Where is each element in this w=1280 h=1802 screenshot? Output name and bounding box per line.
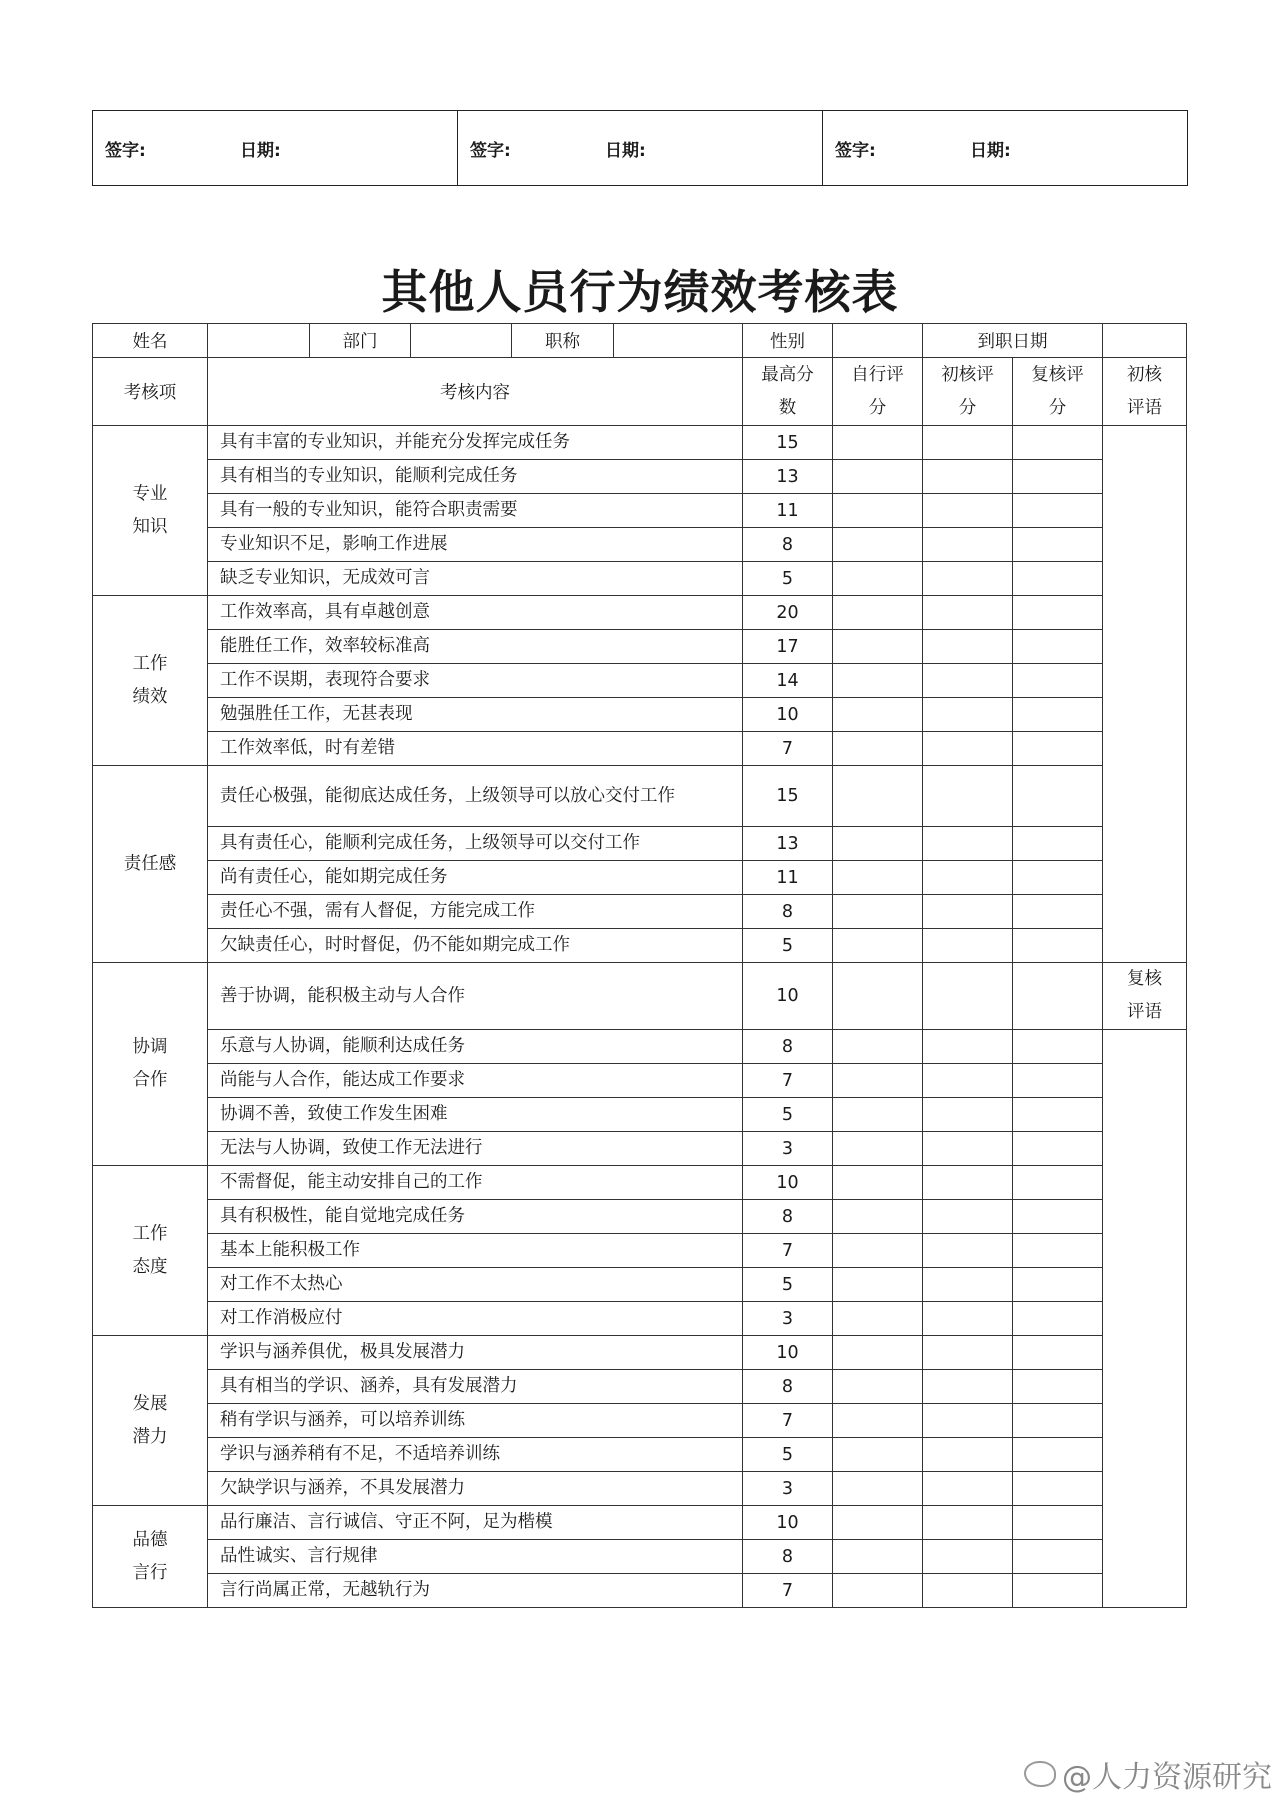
- max-score: 8: [743, 528, 833, 562]
- criterion-text: 对工作不太热心: [208, 1268, 743, 1302]
- first-score-input[interactable]: [923, 460, 1013, 494]
- name-field[interactable]: [208, 324, 310, 358]
- max-score: 14: [743, 664, 833, 698]
- table-row: [93, 732, 1187, 766]
- self-score-input[interactable]: [833, 1336, 923, 1370]
- self-score-input[interactable]: [833, 1540, 923, 1574]
- category-label: 发展: [132, 1393, 168, 1414]
- first-score-input[interactable]: [923, 630, 1013, 664]
- sign-label: 签字:: [105, 140, 146, 161]
- content-header: 考核内容: [208, 358, 743, 426]
- gender-label: 性别: [743, 324, 833, 358]
- max-score: 15: [743, 426, 833, 460]
- self-score-header: 自行评 分: [833, 358, 923, 426]
- page-title: 其他人员行为绩效考核表: [381, 265, 899, 319]
- first-score-input[interactable]: [923, 929, 1013, 963]
- review-score-input[interactable]: [1013, 528, 1103, 562]
- review-score-input[interactable]: [1013, 861, 1103, 895]
- criterion-text: 基本上能积极工作: [208, 1234, 743, 1268]
- review-score-input[interactable]: [1013, 1370, 1103, 1404]
- category-label: 责任感: [123, 853, 177, 874]
- max-score-header: 最高分 数: [743, 358, 833, 426]
- criterion-text: 能胜任工作，效率较标准高: [208, 630, 743, 664]
- review-score-input[interactable]: [1013, 1166, 1103, 1200]
- gender-field[interactable]: [833, 324, 923, 358]
- date-label: 日期:: [605, 140, 646, 161]
- first-score-input[interactable]: [923, 1506, 1013, 1540]
- table-row: [93, 1200, 1187, 1234]
- max-score: 3: [743, 1472, 833, 1506]
- first-score-input[interactable]: [923, 766, 1013, 827]
- table-row: [93, 1234, 1187, 1268]
- review-score-input[interactable]: [1013, 1302, 1103, 1336]
- review-score-input[interactable]: [1013, 732, 1103, 766]
- self-score-input[interactable]: [833, 494, 923, 528]
- first-score-input[interactable]: [923, 494, 1013, 528]
- self-score-input[interactable]: [833, 426, 923, 460]
- sign-label: 签字:: [470, 140, 511, 161]
- self-score-input[interactable]: [833, 1234, 923, 1268]
- self-score-input[interactable]: [833, 1030, 923, 1064]
- watermark: [1024, 1752, 1272, 1796]
- criterion-text: 责任心极强，能彻底达成任务，上级领导可以放心交付工作: [208, 766, 743, 827]
- first-score-input[interactable]: [923, 1098, 1013, 1132]
- review-score-input[interactable]: [1013, 1234, 1103, 1268]
- criterion-text: 具有积极性，能自觉地完成任务: [208, 1200, 743, 1234]
- review-score-input[interactable]: [1013, 596, 1103, 630]
- table-row: [93, 494, 1187, 528]
- self-score-input[interactable]: [833, 1064, 923, 1098]
- review-score-input[interactable]: [1013, 1030, 1103, 1064]
- first-score-input[interactable]: [923, 1132, 1013, 1166]
- first-score-input[interactable]: [923, 1574, 1013, 1608]
- category-label: 态度: [132, 1256, 168, 1277]
- first-score-header: 初核评 分: [923, 358, 1013, 426]
- review-score-input[interactable]: [1013, 1472, 1103, 1506]
- review-score-input[interactable]: [1013, 1268, 1103, 1302]
- criterion-text: 具有责任心，能顺利完成任务，上级领导可以交付工作: [208, 827, 743, 861]
- review-score-input[interactable]: [1013, 562, 1103, 596]
- max-score: 7: [743, 1404, 833, 1438]
- review-score-input[interactable]: [1013, 963, 1103, 1030]
- criterion-text: 品行廉洁、言行诚信、守正不阿，足为楷模: [208, 1506, 743, 1540]
- table-row: [93, 664, 1187, 698]
- table-row: [93, 698, 1187, 732]
- review-score-input[interactable]: [1013, 1574, 1103, 1608]
- first-score-input[interactable]: [923, 1030, 1013, 1064]
- hire-date-field[interactable]: [1103, 324, 1187, 358]
- first-score-input[interactable]: [923, 1200, 1013, 1234]
- category-label: 协调: [132, 1037, 168, 1057]
- self-score-input[interactable]: [833, 732, 923, 766]
- criterion-text: 尚有责任心，能如期完成任务: [208, 861, 743, 895]
- watermark-text: @人力资源研究: [1062, 1760, 1272, 1795]
- max-score: 17: [743, 630, 833, 664]
- table-row: [93, 963, 1187, 1030]
- max-score: 15: [743, 766, 833, 827]
- criterion-text: 无法与人协调，致使工作无法进行: [208, 1132, 743, 1166]
- max-score: 5: [743, 1438, 833, 1472]
- review-score-input[interactable]: [1013, 630, 1103, 664]
- criterion-text: 工作不误期，表现符合要求: [208, 664, 743, 698]
- max-score: 7: [743, 1064, 833, 1098]
- first-score-input[interactable]: [923, 963, 1013, 1030]
- table-row: [93, 1540, 1187, 1574]
- criterion-text: 具有丰富的专业知识，并能充分发挥完成任务: [208, 426, 743, 460]
- first-score-input[interactable]: [923, 1370, 1013, 1404]
- table-row: [93, 1370, 1187, 1404]
- criterion-text: 言行尚属正常，无越轨行为: [208, 1574, 743, 1608]
- review-score-input[interactable]: [1013, 664, 1103, 698]
- info-row: [93, 324, 1187, 358]
- self-score-input[interactable]: [833, 766, 923, 827]
- review-score-header: 复核评 分: [1013, 358, 1103, 426]
- header-row: [93, 358, 1187, 426]
- self-score-input[interactable]: [833, 963, 923, 1030]
- table-row: [93, 1268, 1187, 1302]
- criterion-text: 欠缺学识与涵养，不具发展潜力: [208, 1472, 743, 1506]
- category-label: 专业: [132, 483, 168, 504]
- criterion-text: 乐意与人协调，能顺利达成任务: [208, 1030, 743, 1064]
- self-score-input[interactable]: [833, 596, 923, 630]
- review-score-input[interactable]: [1013, 895, 1103, 929]
- max-score: 20: [743, 596, 833, 630]
- category-cell: [93, 596, 208, 766]
- category-cell: [93, 766, 208, 963]
- self-score-input[interactable]: [833, 1438, 923, 1472]
- max-score: 13: [743, 827, 833, 861]
- self-score-input[interactable]: [833, 1506, 923, 1540]
- criterion-text: 责任心不强，需有人督促，方能完成工作: [208, 895, 743, 929]
- max-score: 10: [743, 1166, 833, 1200]
- self-score-input[interactable]: [833, 1098, 923, 1132]
- max-score: 8: [743, 1030, 833, 1064]
- first-score-input[interactable]: [923, 827, 1013, 861]
- review-score-input[interactable]: [1013, 1200, 1103, 1234]
- review-score-input[interactable]: [1013, 1404, 1103, 1438]
- signature-cell[interactable]: [457, 111, 822, 185]
- table-row: [93, 1098, 1187, 1132]
- first-score-input[interactable]: [923, 895, 1013, 929]
- self-score-input[interactable]: [833, 827, 923, 861]
- review-comment-label: 复核: [1127, 969, 1162, 989]
- criterion-text: 专业知识不足，影响工作进展: [208, 528, 743, 562]
- table-row: [93, 861, 1187, 895]
- rank-field[interactable]: [614, 324, 743, 358]
- table-row: [93, 1472, 1187, 1506]
- criterion-text: 具有相当的专业知识，能顺利完成任务: [208, 460, 743, 494]
- table-row: [93, 596, 1187, 630]
- table-row: [93, 1404, 1187, 1438]
- first-score-input[interactable]: [923, 426, 1013, 460]
- item-header: 考核项: [93, 358, 208, 426]
- self-score-input[interactable]: [833, 1132, 923, 1166]
- category-cell: [93, 1336, 208, 1506]
- self-score-input[interactable]: [833, 698, 923, 732]
- self-score-input[interactable]: [833, 1166, 923, 1200]
- max-score: 10: [743, 963, 833, 1030]
- category-label: 工作: [132, 653, 168, 674]
- self-score-input[interactable]: [833, 1472, 923, 1506]
- signature-cell[interactable]: [822, 111, 1187, 185]
- criterion-text: 尚能与人合作，能达成工作要求: [208, 1064, 743, 1098]
- max-score: 8: [743, 1200, 833, 1234]
- criterion-text: 不需督促，能主动安排自己的工作: [208, 1166, 743, 1200]
- criterion-text: 具有相当的学识、涵养，具有发展潜力: [208, 1370, 743, 1404]
- max-score: 8: [743, 1370, 833, 1404]
- table-row: [93, 1166, 1187, 1200]
- max-score: 7: [743, 1234, 833, 1268]
- category-label: 绩效: [132, 686, 168, 707]
- criterion-text: 稍有学识与涵养，可以培养训练: [208, 1404, 743, 1438]
- table-row: [93, 1064, 1187, 1098]
- signature-cell[interactable]: [93, 111, 457, 185]
- date-label: 日期:: [970, 140, 1011, 161]
- review-score-input[interactable]: [1013, 827, 1103, 861]
- category-label: 工作: [132, 1223, 168, 1244]
- first-score-input[interactable]: [923, 1404, 1013, 1438]
- hire-date-label: 到职日期: [923, 324, 1103, 358]
- table-row: [93, 1030, 1187, 1064]
- review-score-input[interactable]: [1013, 766, 1103, 827]
- rank-label: 职称: [512, 324, 614, 358]
- self-score-input[interactable]: [833, 664, 923, 698]
- table-row: [93, 460, 1187, 494]
- table-row: [93, 528, 1187, 562]
- self-score-input[interactable]: [833, 861, 923, 895]
- criterion-text: 学识与涵养俱优，极具发展潜力: [208, 1336, 743, 1370]
- category-label: 潜力: [132, 1426, 168, 1447]
- max-score: 7: [743, 1574, 833, 1608]
- review-score-input[interactable]: [1013, 1132, 1103, 1166]
- review-score-input[interactable]: [1013, 1506, 1103, 1540]
- max-score: 5: [743, 1098, 833, 1132]
- review-score-input[interactable]: [1013, 698, 1103, 732]
- date-label: 日期:: [240, 140, 281, 161]
- review-score-input[interactable]: [1013, 1336, 1103, 1370]
- first-comment-field[interactable]: [1103, 426, 1187, 963]
- dept-label: 部门: [310, 324, 411, 358]
- criterion-text: 工作效率低，时有差错: [208, 732, 743, 766]
- self-score-input[interactable]: [833, 562, 923, 596]
- first-score-input[interactable]: [923, 1302, 1013, 1336]
- first-score-input[interactable]: [923, 1064, 1013, 1098]
- max-score: 3: [743, 1132, 833, 1166]
- review-comment-header: [1103, 963, 1187, 1030]
- table-row: [93, 929, 1187, 963]
- first-score-input[interactable]: [923, 732, 1013, 766]
- sign-label: 签字:: [835, 140, 876, 161]
- table-row: [93, 1302, 1187, 1336]
- criterion-text: 欠缺责任心，时时督促，仍不能如期完成工作: [208, 929, 743, 963]
- max-score: 10: [743, 698, 833, 732]
- first-score-input[interactable]: [923, 596, 1013, 630]
- max-score: 5: [743, 929, 833, 963]
- max-score: 5: [743, 562, 833, 596]
- max-score: 7: [743, 732, 833, 766]
- self-score-input[interactable]: [833, 1370, 923, 1404]
- table-row: [93, 1506, 1187, 1540]
- max-score: 8: [743, 1540, 833, 1574]
- self-score-input[interactable]: [833, 1574, 923, 1608]
- first-comment-header: 初核 评语: [1103, 358, 1187, 426]
- first-score-input[interactable]: [923, 1438, 1013, 1472]
- review-score-input[interactable]: [1013, 1438, 1103, 1472]
- max-score: 10: [743, 1336, 833, 1370]
- table-row: [93, 1336, 1187, 1370]
- first-score-input[interactable]: [923, 528, 1013, 562]
- weibo-logo-icon: [1024, 1761, 1056, 1787]
- review-score-input[interactable]: [1013, 494, 1103, 528]
- table-row: [93, 562, 1187, 596]
- first-score-input[interactable]: [923, 1166, 1013, 1200]
- category-cell: [93, 1506, 208, 1608]
- criterion-text: 具有一般的专业知识，能符合职责需要: [208, 494, 743, 528]
- table-row: [93, 895, 1187, 929]
- table-row: [93, 1132, 1187, 1166]
- category-cell: [93, 963, 208, 1166]
- table-row: [93, 1574, 1187, 1608]
- first-score-input[interactable]: [923, 562, 1013, 596]
- self-score-input[interactable]: [833, 895, 923, 929]
- review-score-input[interactable]: [1013, 1064, 1103, 1098]
- self-score-input[interactable]: [833, 1200, 923, 1234]
- review-score-input[interactable]: [1013, 929, 1103, 963]
- max-score: 8: [743, 895, 833, 929]
- first-score-input[interactable]: [923, 664, 1013, 698]
- review-comment-label: 评语: [1127, 1002, 1162, 1022]
- self-score-input[interactable]: [833, 1268, 923, 1302]
- first-score-input[interactable]: [923, 861, 1013, 895]
- self-score-input[interactable]: [833, 460, 923, 494]
- evaluation-table: [92, 323, 1187, 1608]
- max-score: 10: [743, 1506, 833, 1540]
- dept-field[interactable]: [411, 324, 512, 358]
- first-score-input[interactable]: [923, 698, 1013, 732]
- first-score-input[interactable]: [923, 1540, 1013, 1574]
- category-label: 品德: [132, 1529, 168, 1550]
- first-score-input[interactable]: [923, 1336, 1013, 1370]
- criterion-text: 协调不善，致使工作发生困难: [208, 1098, 743, 1132]
- max-score: 3: [743, 1302, 833, 1336]
- first-score-input[interactable]: [923, 1268, 1013, 1302]
- criterion-text: 勉强胜任工作，无甚表现: [208, 698, 743, 732]
- category-label: 知识: [132, 516, 168, 537]
- category-label: 合作: [132, 1070, 168, 1090]
- table-row: [93, 827, 1187, 861]
- criterion-text: 对工作消极应付: [208, 1302, 743, 1336]
- max-score: 11: [743, 494, 833, 528]
- criterion-text: 善于协调，能积极主动与人合作: [208, 963, 743, 1030]
- max-score: 11: [743, 861, 833, 895]
- self-score-input[interactable]: [833, 630, 923, 664]
- review-score-input[interactable]: [1013, 1098, 1103, 1132]
- review-score-input[interactable]: [1013, 460, 1103, 494]
- self-score-input[interactable]: [833, 1302, 923, 1336]
- max-score: 13: [743, 460, 833, 494]
- review-score-input[interactable]: [1013, 426, 1103, 460]
- criterion-text: 工作效率高，具有卓越创意: [208, 596, 743, 630]
- first-score-input[interactable]: [923, 1472, 1013, 1506]
- criterion-text: 学识与涵养稍有不足，不适培养训练: [208, 1438, 743, 1472]
- self-score-input[interactable]: [833, 1404, 923, 1438]
- criterion-text: 品性诚实、言行规律: [208, 1540, 743, 1574]
- table-row: [93, 426, 1187, 460]
- category-cell: [93, 426, 208, 596]
- review-score-input[interactable]: [1013, 1540, 1103, 1574]
- max-score: 5: [743, 1268, 833, 1302]
- first-score-input[interactable]: [923, 1234, 1013, 1268]
- self-score-input[interactable]: [833, 929, 923, 963]
- name-label: 姓名: [93, 324, 208, 358]
- category-cell: [93, 1166, 208, 1336]
- table-row: [93, 630, 1187, 664]
- category-label: 言行: [132, 1562, 168, 1583]
- criterion-text: 缺乏专业知识，无成效可言: [208, 562, 743, 596]
- signature-strip: [92, 110, 1188, 186]
- table-row: [93, 1438, 1187, 1472]
- table-row: [93, 766, 1187, 827]
- review-comment-field[interactable]: [1103, 1030, 1187, 1608]
- self-score-input[interactable]: [833, 528, 923, 562]
